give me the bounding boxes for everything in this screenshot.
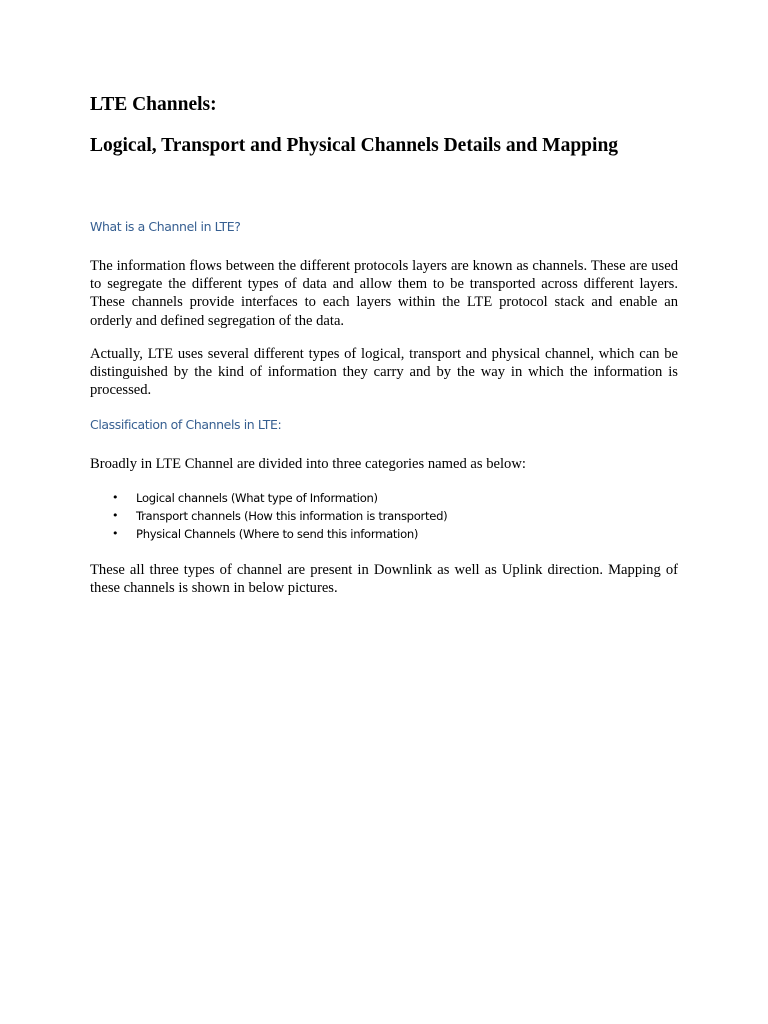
section-heading-classification: Classification of Channels in LTE: bbox=[90, 417, 282, 432]
paragraph-channel-definition: The information flows between the different protocols layers are known as channels. These are used to segregate the different types of data and allow them to be transported across different layers. These channels provide interfaces to each layers within the LTE protocol stack and enable an orderly and defined segregation of the data. bbox=[90, 258, 678, 329]
list-item-text: Physical Channels (Where to send this information) bbox=[136, 527, 419, 541]
section-heading-channel: What is a Channel in LTE? bbox=[90, 219, 241, 234]
bullet-icon: • bbox=[112, 491, 119, 504]
bullet-icon: • bbox=[112, 527, 119, 540]
paragraph-channel-types: Actually, LTE uses several different types of logical, transport and physical channel, which can be distinguished by the kind of information they carry and by the way in which the information is processed. bbox=[90, 346, 678, 399]
document-title: LTE Channels: bbox=[90, 94, 217, 115]
list-item-text: Logical channels (What type of Information) bbox=[136, 491, 378, 505]
paragraph-classification-intro: Broadly in LTE Channel are divided into three categories named as below: bbox=[90, 456, 526, 472]
list-item-text: Transport channels (How this information is transported) bbox=[136, 509, 448, 523]
channel-category-list bbox=[90, 489, 678, 543]
paragraph-mapping-note: These all three types of channel are present in Downlink as well as Uplink direction. Mapping of these channels is shown in below pictures. bbox=[90, 562, 678, 597]
list-item bbox=[90, 507, 678, 525]
bullet-icon: • bbox=[112, 509, 119, 522]
document-subtitle: Logical, Transport and Physical Channels Details and Mapping bbox=[90, 135, 619, 156]
list-item bbox=[90, 489, 678, 507]
list-item bbox=[90, 525, 678, 543]
